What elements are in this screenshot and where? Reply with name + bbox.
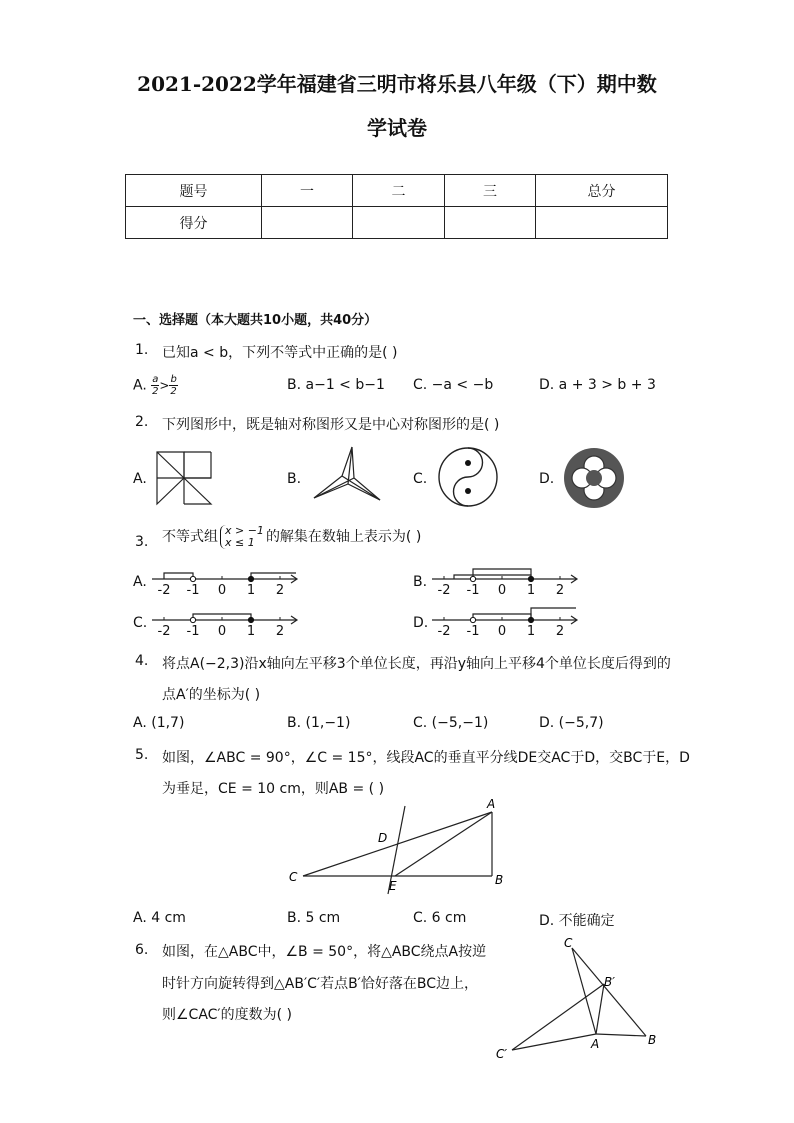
open-dot <box>470 576 475 581</box>
option-a[interactable]: A. (1,7) <box>133 715 185 731</box>
score-cell: 一 <box>262 175 353 207</box>
question-number: 5. <box>135 747 149 763</box>
option-a-label[interactable]: A. <box>133 574 147 590</box>
triangle-figure-q5 <box>285 796 515 896</box>
question-stem: 已知a < b，下列不等式中正确的是( ) <box>162 345 398 361</box>
question-number: 1. <box>135 342 149 358</box>
point-label-e: E <box>389 879 397 893</box>
tick-label: 1 <box>246 624 256 639</box>
number-line-b <box>430 563 580 599</box>
tick-label: 0 <box>217 624 227 639</box>
rotation-figure-q6 <box>492 930 667 1065</box>
yin-yang-figure <box>437 446 499 508</box>
tick-label: -2 <box>157 583 171 598</box>
solution-ray <box>531 608 576 620</box>
question-number: 6. <box>135 942 149 958</box>
score-cell: 三 <box>445 175 536 207</box>
point-label-b: B <box>648 1033 657 1047</box>
question-number: 4. <box>135 653 149 669</box>
point-label-a: A <box>591 1037 600 1051</box>
tick-label: -1 <box>186 624 200 639</box>
score-blank[interactable] <box>445 207 536 239</box>
question-number: 2. <box>135 414 149 430</box>
score-table-score-row <box>126 207 668 239</box>
option-c-label[interactable]: C. <box>413 471 428 487</box>
score-cell: 题号 <box>126 175 262 207</box>
option-b[interactable]: B. a−1 < b−1 <box>287 377 385 393</box>
closed-dot <box>528 617 533 622</box>
tick-label: -1 <box>466 624 480 639</box>
option-d[interactable]: D. a + 3 > b + 3 <box>539 377 656 393</box>
score-cell: 总分 <box>536 175 668 207</box>
score-table-header-row <box>126 175 668 207</box>
score-table <box>125 174 668 239</box>
option-b-label[interactable]: B. <box>413 574 428 590</box>
point-label-d: D <box>378 831 388 845</box>
tick-label: -2 <box>437 583 451 598</box>
question-stem-line1: 如图，在△ABC中，∠B = 50°，将△ABC绕点A按逆 <box>162 944 487 960</box>
tick-label: 2 <box>555 624 565 639</box>
open-dot <box>190 576 195 581</box>
question-stem-line2: 为垂足，CE = 10 cm，则AB = ( ) <box>162 781 385 797</box>
open-dot <box>470 617 475 622</box>
question-stem-line1: 如图，∠ABC = 90°，∠C = 15°，线段AC的垂直平分线DE交AC于D，交BC于E，D <box>162 750 690 766</box>
number-line-c <box>150 604 300 640</box>
inequality-system: x > −1 x ≤ 1 <box>220 525 264 549</box>
tick-label: 1 <box>526 624 536 639</box>
option-c[interactable]: C. 6 cm <box>413 910 467 926</box>
tick-label: 0 <box>497 624 507 639</box>
number-line-d <box>430 604 580 640</box>
option-b[interactable]: B. (1,−1) <box>287 715 351 731</box>
three-pointed-star-figure <box>310 444 382 502</box>
section-title: 一、选择题（本大题共10小题，共40分） <box>133 313 378 328</box>
tick-label: -1 <box>186 583 200 598</box>
score-blank[interactable] <box>262 207 353 239</box>
point-label-c: C <box>289 870 298 884</box>
tick-label: 2 <box>555 583 565 598</box>
tick-label: -2 <box>157 624 171 639</box>
question-stem-line2: 点A′的坐标为( ) <box>162 687 261 703</box>
option-d[interactable]: D. 不能确定 <box>539 913 615 929</box>
score-cell: 得分 <box>126 207 262 239</box>
point-label-b: B <box>495 873 504 887</box>
option-c-label[interactable]: C. <box>133 615 148 631</box>
quatrefoil-circle-figure <box>563 447 625 509</box>
closed-dot <box>528 576 533 581</box>
solution-ray <box>164 573 193 579</box>
option-b[interactable]: B. 5 cm <box>287 910 341 926</box>
tick-label: -2 <box>437 624 451 639</box>
tick-label: 1 <box>246 583 256 598</box>
tick-label: 0 <box>217 583 227 598</box>
closed-dot <box>248 617 253 622</box>
number-line-a <box>150 563 300 599</box>
closed-dot <box>248 576 253 581</box>
question-number: 3. <box>135 534 149 550</box>
question-stem-line2: 时针方向旋转得到△AB′C′若点B′恰好落在BC边上， <box>162 976 478 992</box>
page-title-line2: 学试卷 <box>367 116 427 140</box>
score-blank[interactable] <box>536 207 668 239</box>
option-a-label[interactable]: A. <box>133 471 147 487</box>
fraction: $\frac{a}{2}$ <box>152 374 159 397</box>
point-label-b-prime: B′ <box>604 975 615 989</box>
fraction: $\frac{b}{2}$ <box>170 374 177 397</box>
pinwheel-figure <box>155 450 213 506</box>
question-stem: 不等式组 x > −1 x ≤ 1 的解集在数轴上表示为( ) <box>162 524 422 549</box>
tick-label: 1 <box>526 583 536 598</box>
question-stem-line1: 将点A(−2,3)沿x轴向左平移3个单位长度，再沿y轴向上平移4个单位长度后得到的 <box>162 656 671 672</box>
option-d-label[interactable]: D. <box>539 471 555 487</box>
point-label-c-prime: C′ <box>496 1047 508 1061</box>
tick-label: 2 <box>275 624 285 639</box>
tick-label: 2 <box>275 583 285 598</box>
tick-label: 0 <box>497 583 507 598</box>
score-cell: 二 <box>353 175 445 207</box>
option-a[interactable]: A. $\frac{a}{2}$ > $\frac{b}{2}$ <box>133 374 177 397</box>
page-title-line1: 2021-2022学年福建省三明市将乐县八年级（下）期中数 <box>137 72 657 96</box>
point-label-a: A <box>487 797 496 811</box>
option-d-label[interactable]: D. <box>413 615 429 631</box>
solution-ray <box>251 573 296 579</box>
question-stem: 下列图形中，既是轴对称图形又是中心对称图形的是( ) <box>162 417 500 433</box>
tick-label: -1 <box>466 583 480 598</box>
question-stem-line3: 则∠CAC′的度数为( ) <box>162 1007 292 1023</box>
option-c[interactable]: C. (−5,−1) <box>413 715 489 731</box>
open-dot <box>190 617 195 622</box>
option-c[interactable]: C. −a < −b <box>413 377 494 393</box>
option-b-label[interactable]: B. <box>287 471 302 487</box>
option-label: A. <box>133 377 147 394</box>
option-a[interactable]: A. 4 cm <box>133 910 186 926</box>
option-d[interactable]: D. (−5,7) <box>539 715 604 731</box>
score-blank[interactable] <box>353 207 445 239</box>
point-label-c: C <box>564 936 573 950</box>
